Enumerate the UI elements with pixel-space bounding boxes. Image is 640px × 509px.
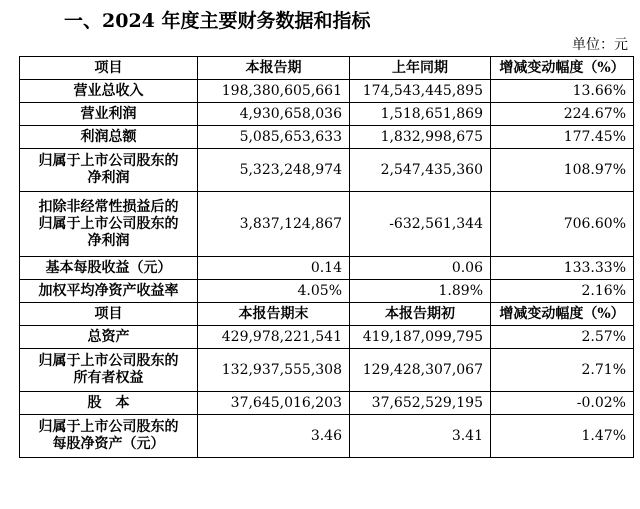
table-row — [20, 103, 634, 126]
row-item: 利润总额 — [20, 126, 198, 149]
row-item: 加权平均净资产收益率 — [20, 280, 198, 303]
row-item: 股 本 — [20, 392, 198, 415]
table-header-row — [20, 57, 634, 80]
row-change: 108.97% — [491, 149, 634, 192]
row-current: 0.14 — [198, 257, 350, 280]
row-prior: 1,832,998,675 — [350, 126, 491, 149]
row-prior: 1,518,651,869 — [350, 103, 491, 126]
row-change: 1.47% — [491, 415, 634, 458]
table-row — [20, 349, 634, 392]
header-cell-period-end: 本报告期末 — [198, 303, 350, 326]
table-row — [20, 280, 634, 303]
row-prior: -632,561,344 — [350, 192, 491, 257]
section-title: 一、2024 年度主要财务数据和指标 — [64, 10, 371, 32]
unit-label: 单位：元 — [572, 37, 628, 53]
table-row — [20, 80, 634, 103]
row-current: 3.46 — [198, 415, 350, 458]
row-item: 营业总收入 — [20, 80, 198, 103]
table-row — [20, 149, 634, 192]
financial-data-table — [19, 56, 634, 458]
row-prior: 0.06 — [350, 257, 491, 280]
table-row — [20, 392, 634, 415]
row-change: 133.33% — [491, 257, 634, 280]
row-current: 5,323,248,974 — [198, 149, 350, 192]
row-change: 13.66% — [491, 80, 634, 103]
header-cell-item: 项目 — [20, 303, 198, 326]
header-cell-change: 增减变动幅度（%） — [491, 303, 634, 326]
row-prior: 37,652,529,195 — [350, 392, 491, 415]
table-row — [20, 126, 634, 149]
row-prior: 1.89% — [350, 280, 491, 303]
header-cell-period-start: 本报告期初 — [350, 303, 491, 326]
row-change: 177.45% — [491, 126, 634, 149]
row-item: 归属于上市公司股东的 每股净资产（元） — [20, 415, 198, 458]
row-prior: 129,428,307,067 — [350, 349, 491, 392]
row-change: 2.71% — [491, 349, 634, 392]
row-current: 5,085,653,633 — [198, 126, 350, 149]
table-row — [20, 326, 634, 349]
row-item: 扣除非经常性损益后的 归属于上市公司股东的 净利润 — [20, 192, 198, 257]
row-item: 营业利润 — [20, 103, 198, 126]
header-cell-change: 增减变动幅度（%） — [491, 57, 634, 80]
table-header-row — [20, 303, 634, 326]
row-current: 132,937,555,308 — [198, 349, 350, 392]
row-item: 基本每股收益（元） — [20, 257, 198, 280]
header-cell-prior: 上年同期 — [350, 57, 491, 80]
row-current: 4.05% — [198, 280, 350, 303]
row-item: 归属于上市公司股东的 净利润 — [20, 149, 198, 192]
row-prior: 2,547,435,360 — [350, 149, 491, 192]
row-current: 429,978,221,541 — [198, 326, 350, 349]
row-change: -0.02% — [491, 392, 634, 415]
row-item: 归属于上市公司股东的 所有者权益 — [20, 349, 198, 392]
row-current: 4,930,658,036 — [198, 103, 350, 126]
header-cell-current: 本报告期 — [198, 57, 350, 80]
row-change: 224.67% — [491, 103, 634, 126]
row-current: 198,380,605,661 — [198, 80, 350, 103]
row-prior: 174,543,445,895 — [350, 80, 491, 103]
table-row — [20, 257, 634, 280]
row-prior: 3.41 — [350, 415, 491, 458]
row-current: 37,645,016,203 — [198, 392, 350, 415]
table-row — [20, 192, 634, 257]
header-cell-item: 项目 — [20, 57, 198, 80]
row-item: 总资产 — [20, 326, 198, 349]
table-row — [20, 415, 634, 458]
row-change: 2.57% — [491, 326, 634, 349]
row-change: 706.60% — [491, 192, 634, 257]
row-current: 3,837,124,867 — [198, 192, 350, 257]
row-change: 2.16% — [491, 280, 634, 303]
row-prior: 419,187,099,795 — [350, 326, 491, 349]
